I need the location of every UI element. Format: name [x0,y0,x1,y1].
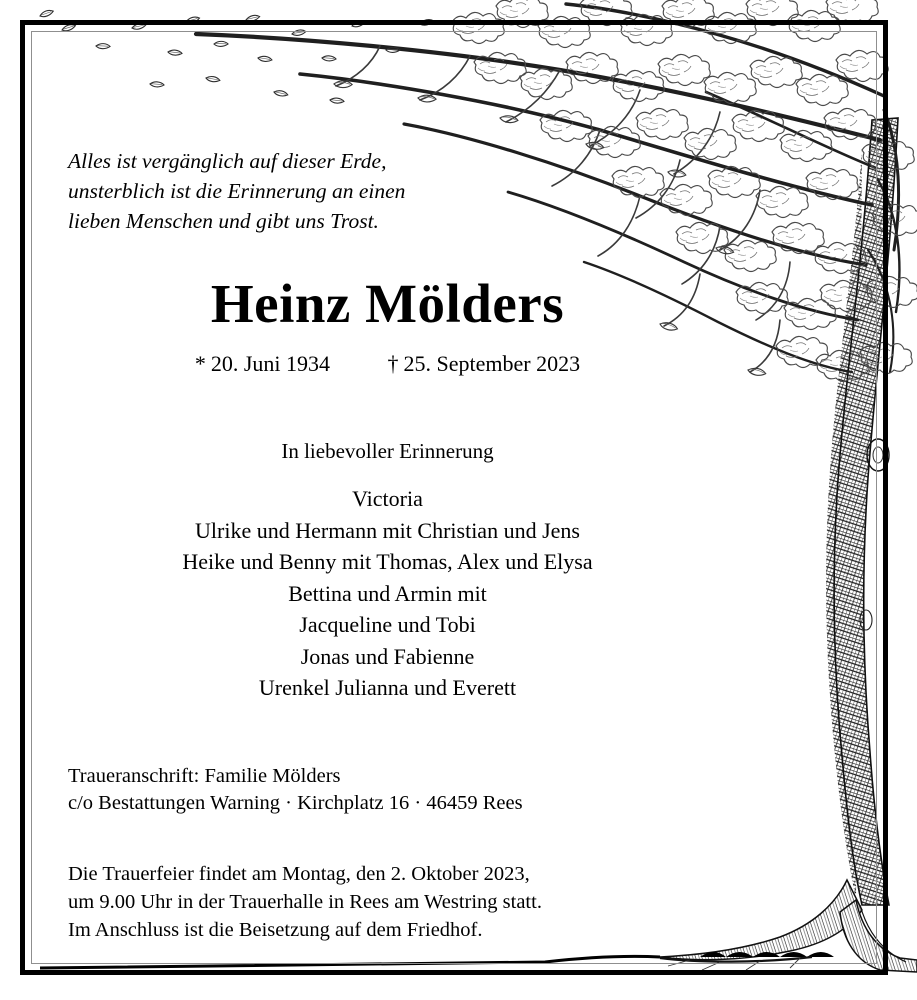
birth-date-group [195,351,330,376]
survivor-line: Victoria [352,486,423,511]
birth-symbol-icon: * [194,351,206,376]
deceased-name: Heinz Mölders [210,273,565,334]
survivor-line: Bettina und Armin mit [288,580,487,606]
survivor-line: Heike und Benny mit Thomas, Alex und Elysa [182,549,593,574]
life-dates [0,350,775,378]
death-date-group [388,351,581,376]
mourning-address-line: Traueranschrift: Familie Mölders [68,765,341,787]
survivor-line: Ulrike und Hermann mit Christian und Jens [195,517,580,543]
death-date: 25. September 2023 [403,351,581,376]
service-info-line: Die Trauerfeier findet am Montag, den 2. Oktober 2023, [68,863,530,885]
memory-heading: In liebevoller Erinnerung [281,439,494,463]
survivor-line: Urenkel Julianna und Everett [258,675,517,700]
service-info-line: um 9.00 Uhr in der Trauerhalle in Rees am Westring statt. [68,891,542,913]
mourning-address-line: c/o Bestattungen Warning · Kirchplatz 16 · 46459 Rees [68,792,523,814]
cross-dagger-icon: † [387,351,399,376]
epitaph-line: unsterblich ist die Erinnerung an einen [68,179,406,203]
survivor-line: Jonas und Fabienne [300,643,475,669]
epitaph-line: Alles ist vergänglich auf dieser Erde, [68,149,387,173]
epitaph-line: lieben Menschen und gibt uns Trost. [68,209,379,233]
birth-date: 20. Juni 1934 [210,351,331,376]
mourning-address-block [68,763,688,817]
epitaph-verse [68,146,488,236]
funeral-service-block [68,860,688,944]
survivors-list [0,483,775,704]
survivor-line: Jacqueline und Tobi [299,612,476,637]
service-info-line: Im Anschluss ist die Beisetzung auf dem Friedhof. [68,919,483,941]
